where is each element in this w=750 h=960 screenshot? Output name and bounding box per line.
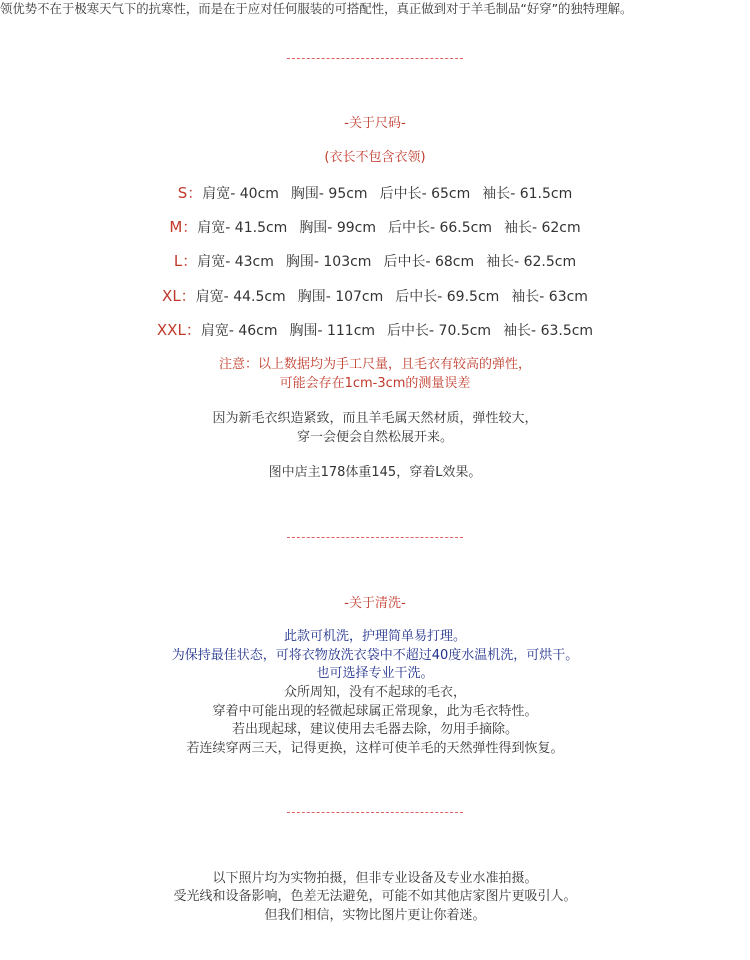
chest-value: 胸围- 95cm xyxy=(290,186,368,202)
sleeve-value: 袖长- 61.5cm xyxy=(482,186,573,202)
length-value: 后中长- 69.5cm xyxy=(395,289,500,305)
size-row-l xyxy=(0,251,750,272)
size-row-xxl xyxy=(0,320,750,341)
chest-value: 胸围- 111cm xyxy=(289,323,376,339)
size-row-s xyxy=(0,183,750,204)
model-note: 图中店主178体重145，穿着L效果。 xyxy=(268,465,482,480)
shoulder-value: 肩宽- 41.5cm xyxy=(197,220,288,236)
wash-blue-line-3: 也可选择专业干洗。 xyxy=(316,666,434,681)
divider-2 xyxy=(287,537,463,538)
shoulder-value: 肩宽- 46cm xyxy=(200,323,278,339)
wash-blue-line-1: 此款可机洗，护理简单易打理。 xyxy=(283,629,466,644)
intro-text: 领优势不在于极寒天气下的抗寒性，而是在于应对任何服装的可搭配性，真正做到对于羊毛制品“好穿”的独特理解。 xyxy=(0,1,633,16)
wash-line-6: 若出现起球，建议使用去毛器去除，勿用手摘除。 xyxy=(231,722,518,737)
fit-note-line1: 因为新毛衣织造紧致，而且羊毛属天然材质，弹性较大， xyxy=(212,411,538,426)
wash-section-title: -关于清洗- xyxy=(344,596,406,611)
sleeve-value: 袖长- 63.5cm xyxy=(503,323,594,339)
sleeve-value: 袖长- 62cm xyxy=(503,220,581,236)
shoulder-value: 肩宽- 40cm xyxy=(202,186,279,202)
photo-note-line-1: 以下照片均为实物拍摄，但非专业设备及专业水准拍摄。 xyxy=(212,871,538,886)
size-row-xl xyxy=(0,286,750,307)
size-section-subtitle: (衣长不包含衣领) xyxy=(324,150,426,165)
size-label: S： xyxy=(177,184,203,202)
length-value: 后中长- 68cm xyxy=(383,254,475,270)
size-section-title: -关于尺码- xyxy=(344,116,406,131)
wash-line-4: 众所周知，没有不起球的毛衣， xyxy=(283,685,466,700)
length-value: 后中长- 65cm xyxy=(379,186,471,202)
length-value: 后中长- 66.5cm xyxy=(387,220,492,236)
sleeve-value: 袖长- 62.5cm xyxy=(486,254,577,270)
chest-value: 胸围- 107cm xyxy=(297,289,384,305)
wash-blue-line-2: 为保持最佳状态，可将衣物放洗衣袋中不超过40度水温机洗，可烘干。 xyxy=(171,648,579,663)
sleeve-value: 袖长- 63cm xyxy=(511,289,588,305)
divider-3 xyxy=(287,812,463,813)
size-label: M： xyxy=(169,218,198,236)
measurement-note-line1: 注意：以上数据均为手工尺量，且毛衣有较高的弹性， xyxy=(218,357,531,372)
size-label: XXL： xyxy=(156,321,201,339)
chest-value: 胸围- 103cm xyxy=(285,254,372,270)
shoulder-value: 肩宽- 43cm xyxy=(197,254,274,270)
size-label: L： xyxy=(173,252,198,270)
shoulder-value: 肩宽- 44.5cm xyxy=(195,289,286,305)
photo-note-line-2: 受光线和设备影响，色差无法避免，可能不如其他店家图片更吸引人。 xyxy=(173,889,577,904)
chest-value: 胸围- 99cm xyxy=(299,220,376,236)
size-row-m xyxy=(0,217,750,238)
measurement-note-line2: 可能会存在1cm-3cm的测量误差 xyxy=(279,376,471,391)
length-value: 后中长- 70.5cm xyxy=(387,323,492,339)
divider-1 xyxy=(287,58,463,59)
fit-note-line2: 穿一会便会自然松展开来。 xyxy=(296,430,453,445)
size-label: XL： xyxy=(162,287,196,305)
photo-note-line-3: 但我们相信，实物比图片更让你着迷。 xyxy=(264,908,486,923)
wash-line-5: 穿着中可能出现的轻微起球属正常现象，此为毛衣特性。 xyxy=(212,704,538,719)
wash-line-7: 若连续穿两三天，记得更换，这样可使羊毛的天然弹性得到恢复。 xyxy=(186,741,564,756)
